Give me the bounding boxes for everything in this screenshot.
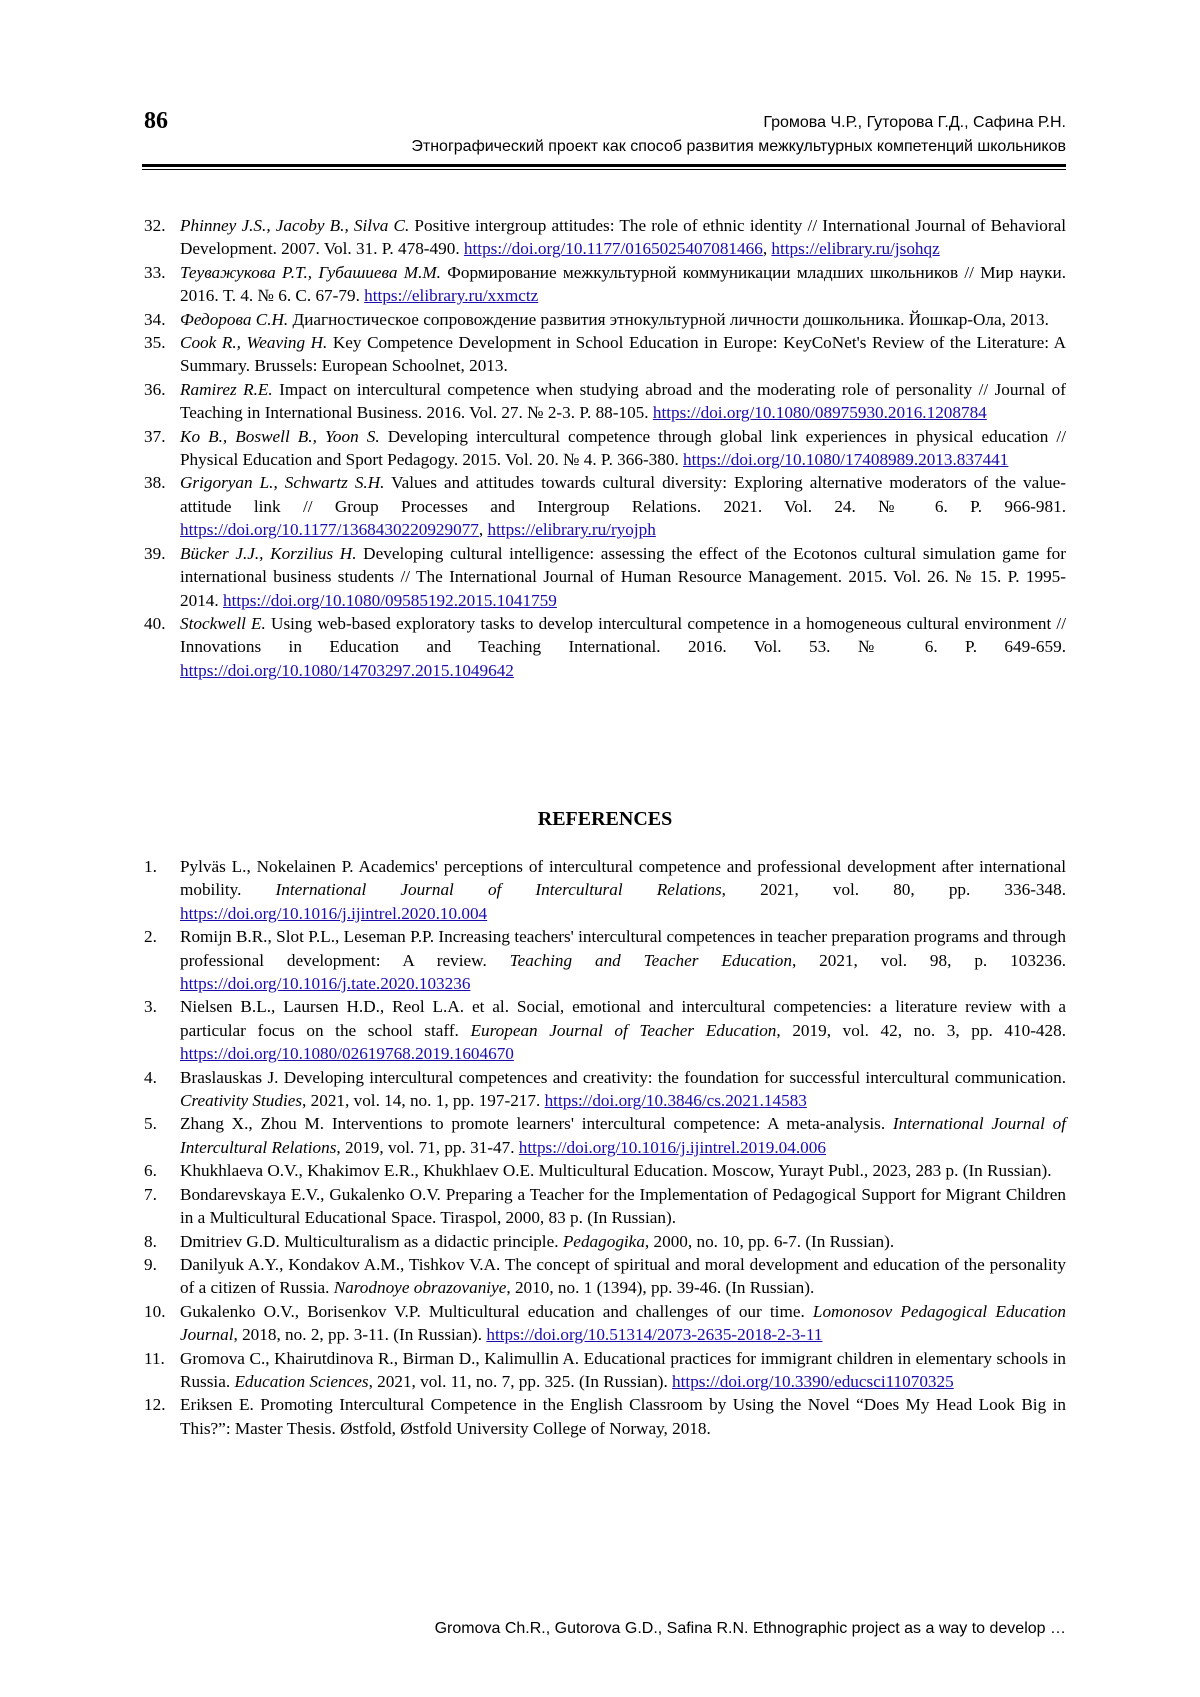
- reference-text: , 2021, vol. 80, pp. 336-348.: [721, 880, 1066, 900]
- reference-text: Dmitriev G.D. Multiculturalism as a didactic principle.: [180, 1231, 563, 1251]
- reference-journal: Pedagogika: [562, 1231, 645, 1251]
- reference-number: 6.: [144, 1161, 157, 1181]
- reference-link[interactable]: https://doi.org/10.1177/1368430220929077: [180, 520, 479, 540]
- reference-item: [144, 612, 1066, 682]
- reference-link[interactable]: https://elibrary.ru/xxmctz: [364, 286, 539, 306]
- reference-item: [144, 471, 1066, 541]
- reference-item: [144, 1253, 1066, 1300]
- reference-text: Braslauskas J. Developing intercultural competences and creativity: the foundation for successful intercultural communication.: [180, 1067, 1066, 1087]
- reference-link[interactable]: https://doi.org/10.3846/cs.2021.14583: [544, 1091, 807, 1111]
- reference-number: 9.: [144, 1254, 157, 1274]
- reference-item: [144, 1183, 1066, 1230]
- reference-number: 12.: [144, 1395, 166, 1415]
- reference-item: [144, 1230, 1066, 1253]
- reference-link[interactable]: https://doi.org/10.1016/j.ijintrel.2020.10.004: [180, 903, 488, 923]
- reference-link[interactable]: https://elibrary.ru/jsohqz: [771, 239, 940, 259]
- reference-number: 32.: [144, 216, 166, 235]
- reference-item: [144, 855, 1066, 925]
- reference-text: Zhang X., Zhou M. Interventions to promote learners' intercultural competence: A meta-analysis.: [180, 1114, 893, 1134]
- reference-number: 2.: [144, 927, 157, 947]
- reference-text: Positive intergroup attitudes: The role of ethnic identity // International Journal of Behavioral Development. 2007. Vol. 31. P. 478-490.: [180, 216, 1066, 259]
- reference-item: [144, 1347, 1066, 1394]
- reference-journal: Teaching and Teacher Education: [509, 950, 792, 970]
- reference-text: Pylväs L., Nokelainen P. Academics' perceptions of intercultural competence and professional development after international mobility.: [180, 857, 1066, 900]
- reference-number: 11.: [144, 1348, 165, 1368]
- reference-item: [144, 1393, 1066, 1440]
- reference-journal: Creativity Studies: [180, 1091, 303, 1111]
- reference-link[interactable]: https://doi.org/10.3390/educsci11070325: [672, 1371, 954, 1391]
- reference-journal: Lomonosov Pedagogical Education Journal: [180, 1301, 1066, 1345]
- reference-number: 8.: [144, 1231, 157, 1251]
- reference-text: , 2021, vol. 14, no. 1, pp. 197-217.: [302, 1091, 545, 1111]
- reference-item: [144, 1112, 1066, 1159]
- reference-number: 34.: [144, 309, 166, 329]
- reference-authors: Bücker J.J., Korzilius H.: [180, 543, 357, 563]
- reference-text: , 2018, no. 2, pp. 3-11. (In Russian).: [233, 1325, 487, 1345]
- reference-separator: ,: [478, 520, 488, 540]
- reference-text: Gukalenko O.V., Borisenkov V.P. Multicultural education and challenges of our time.: [180, 1301, 813, 1321]
- reference-item: [144, 331, 1066, 378]
- reference-text: , 2019, vol. 71, pp. 31-47.: [336, 1137, 519, 1157]
- reference-journal: Narodnoye obrazovaniye: [333, 1278, 507, 1298]
- reference-text: Bondarevskaya E.V., Gukalenko O.V. Preparing a Teacher for the Implementation of Pedagogical Support for Migrant Children in a Multicultural Educational Space. Tiraspol, 2000, 83 p. (In Russian).: [180, 1184, 1066, 1228]
- reference-number: 35.: [144, 333, 166, 353]
- reference-link[interactable]: https://doi.org/10.1080/17408989.2013.837441: [683, 450, 1009, 470]
- reference-journal: Education Sciences: [234, 1371, 369, 1391]
- reference-text: , 2021, vol. 11, no. 7, pp. 325. (In Russian).: [368, 1371, 673, 1391]
- reference-authors: Grigoryan L., Schwartz S.H.: [180, 473, 385, 493]
- reference-text: Developing intercultural competence through global link experiences in physical education // Physical Education and Sport Pedagogy. 2015. Vol. 20. № 4. P. 366-380.: [180, 426, 1066, 470]
- reference-journal: International Journal of Intercultural Relations: [180, 1114, 1066, 1157]
- reference-number: 33.: [144, 262, 166, 282]
- reference-link[interactable]: https://doi.org/10.1080/14703297.2015.1049642: [180, 660, 514, 680]
- reference-authors: Phinney J.S., Jacoby B., Silva C.: [180, 216, 410, 235]
- reference-authors: Теуважукова Р.Т., Губашиева М.М.: [180, 262, 441, 282]
- reference-link[interactable]: https://doi.org/10.1016/j.ijintrel.2019.04.006: [518, 1137, 826, 1157]
- reference-item: [144, 378, 1066, 425]
- reference-separator: ,: [762, 239, 772, 259]
- reference-list-english: [144, 855, 1066, 1440]
- reference-text: Values and attitudes towards cultural diversity: Exploring alternative moderators of the value-attitude link // Group Processes and Intergroup Relations. 2021. Vol. 24. № 6. P. 966-981.: [180, 473, 1066, 516]
- reference-text: Диагностическое сопровождение развития этнокультурной личности дошкольника. Йошкар-Ола, 2013.: [288, 309, 1049, 329]
- reference-link[interactable]: https://doi.org/10.1080/09585192.2015.1041759: [222, 590, 557, 610]
- reference-link[interactable]: https://doi.org/10.1177/0165025407081466: [463, 239, 763, 259]
- reference-text: Khukhlaeva O.V., Khakimov E.R., Khukhlaev O.E. Multicultural Education. Moscow, Yurayt Publ., 2023, 283 p. (In Russian).: [180, 1161, 1052, 1181]
- reference-text: Using web-based exploratory tasks to develop intercultural competence in a homogeneous cultural environment // Innovations in Education and Teaching International. 2016. Vol. 53. № 6. P. 649-659.: [180, 613, 1066, 657]
- reference-number: 3.: [144, 997, 157, 1017]
- reference-journal: International Journal of Intercultural Relations: [275, 880, 722, 900]
- reference-item: [144, 308, 1066, 331]
- reference-text: Developing cultural intelligence: assessing the effect of the Ecotonos cultural simulation game for international business students // The International Journal of Human Resource Management. 2015. Vol. 26. № 15. P. 1995-2014.: [180, 543, 1066, 610]
- reference-journal: European Journal of Teacher Education: [470, 1020, 777, 1040]
- header-rule-thin: [142, 169, 1066, 170]
- reference-item: [144, 1066, 1066, 1113]
- running-footer: Gromova Ch.R., Gutorova G.D., Safina R.N. Ethnographic project as a way to develop …: [434, 1620, 1066, 1637]
- reference-authors: Cook R., Weaving H.: [180, 333, 328, 353]
- reference-number: 7.: [144, 1184, 157, 1204]
- reference-text: , 2021, vol. 98, p. 103236.: [791, 950, 1066, 970]
- reference-item: [144, 261, 1066, 308]
- reference-link[interactable]: https://elibrary.ru/ryojph: [487, 520, 656, 540]
- page-number: 86: [144, 108, 168, 134]
- reference-text: , 2019, vol. 42, no. 3, pp. 410-428.: [776, 1020, 1067, 1040]
- reference-authors: Stockwell E.: [180, 613, 266, 633]
- reference-item: [144, 542, 1066, 612]
- running-header-title: Этнографический проект как способ развития межкультурных компетенций школьников: [411, 138, 1066, 155]
- reference-number: 36.: [144, 379, 166, 399]
- reference-link[interactable]: https://doi.org/10.51314/2073-2635-2018-2-3-11: [486, 1325, 823, 1345]
- reference-text: Key Competence Development in School Education in Europe: KeyCoNet's Review of the Literature: A Summary. Brussels: European Schoolnet, 2013.: [180, 333, 1066, 376]
- reference-text: Формирование межкультурной коммуникации младших школьников // Мир науки. 2016. Т. 4. № 6. С. 67-79.: [180, 262, 1066, 306]
- reference-item: [144, 995, 1066, 1065]
- reference-list-russian: [144, 214, 1066, 682]
- reference-text: Eriksen E. Promoting Intercultural Competence in the English Classroom by Using the Novel “Does My Head Look Big in This?”: Master Thesis. Østfold, Østfold University College of Norway, 2018.: [180, 1395, 1066, 1438]
- header-rule-thick: [142, 164, 1066, 167]
- reference-text: Gromova C., Khairutdinova R., Birman D., Kalimullin A. Educational practices for immigrant children in elementary schools in Russia.: [180, 1348, 1066, 1391]
- reference-authors: Ko B., Boswell B., Yoon S.: [180, 426, 380, 446]
- reference-number: 40.: [144, 613, 166, 633]
- reference-item: [144, 1159, 1066, 1182]
- running-header-authors: Громова Ч.Р., Гуторова Г.Д., Сафина Р.Н.: [763, 114, 1066, 131]
- reference-item: [144, 925, 1066, 995]
- reference-text: , 2000, no. 10, pp. 6-7. (In Russian).: [644, 1231, 895, 1251]
- reference-number: 38.: [144, 473, 166, 493]
- reference-number: 10.: [144, 1301, 166, 1321]
- reference-number: 4.: [144, 1067, 157, 1087]
- reference-item: [144, 1300, 1066, 1347]
- reference-number: 5.: [144, 1114, 157, 1134]
- reference-link[interactable]: https://doi.org/10.1080/02619768.2019.1604670: [180, 1044, 514, 1064]
- reference-number: 39.: [144, 543, 166, 563]
- reference-item: [144, 214, 1066, 261]
- reference-text: , 2010, no. 1 (1394), pp. 39-46. (In Russian).: [506, 1278, 815, 1298]
- reference-text: Nielsen B.L., Laursen H.D., Reol L.A. et al. Social, emotional and intercultural competencies: a literature review with a particular focus on the school staff.: [180, 997, 1066, 1040]
- reference-link[interactable]: https://doi.org/10.1016/j.tate.2020.103236: [180, 974, 471, 994]
- reference-item: [144, 425, 1066, 472]
- references-heading: REFERENCES: [537, 808, 673, 830]
- reference-text: Impact on intercultural competence when studying abroad and the moderating role of personality // Journal of Teaching in International Business. 2016. Vol. 27. № 2-3. P. 88-105.: [180, 379, 1066, 423]
- reference-text: Romijn B.R., Slot P.L., Leseman P.P. Increasing teachers' intercultural competences in teacher preparation programs and through professional development: A review.: [180, 927, 1066, 970]
- reference-number: 1.: [144, 857, 157, 876]
- reference-text: Danilyuk A.Y., Kondakov A.M., Tishkov V.A. The concept of spiritual and moral development and education of the personality of a citizen of Russia.: [180, 1254, 1066, 1298]
- reference-link[interactable]: https://doi.org/10.1080/08975930.2016.1208784: [652, 403, 987, 423]
- reference-number: 37.: [144, 426, 166, 446]
- reference-authors: Федорова С.Н.: [180, 309, 289, 329]
- reference-authors: Ramirez R.E.: [180, 379, 273, 399]
